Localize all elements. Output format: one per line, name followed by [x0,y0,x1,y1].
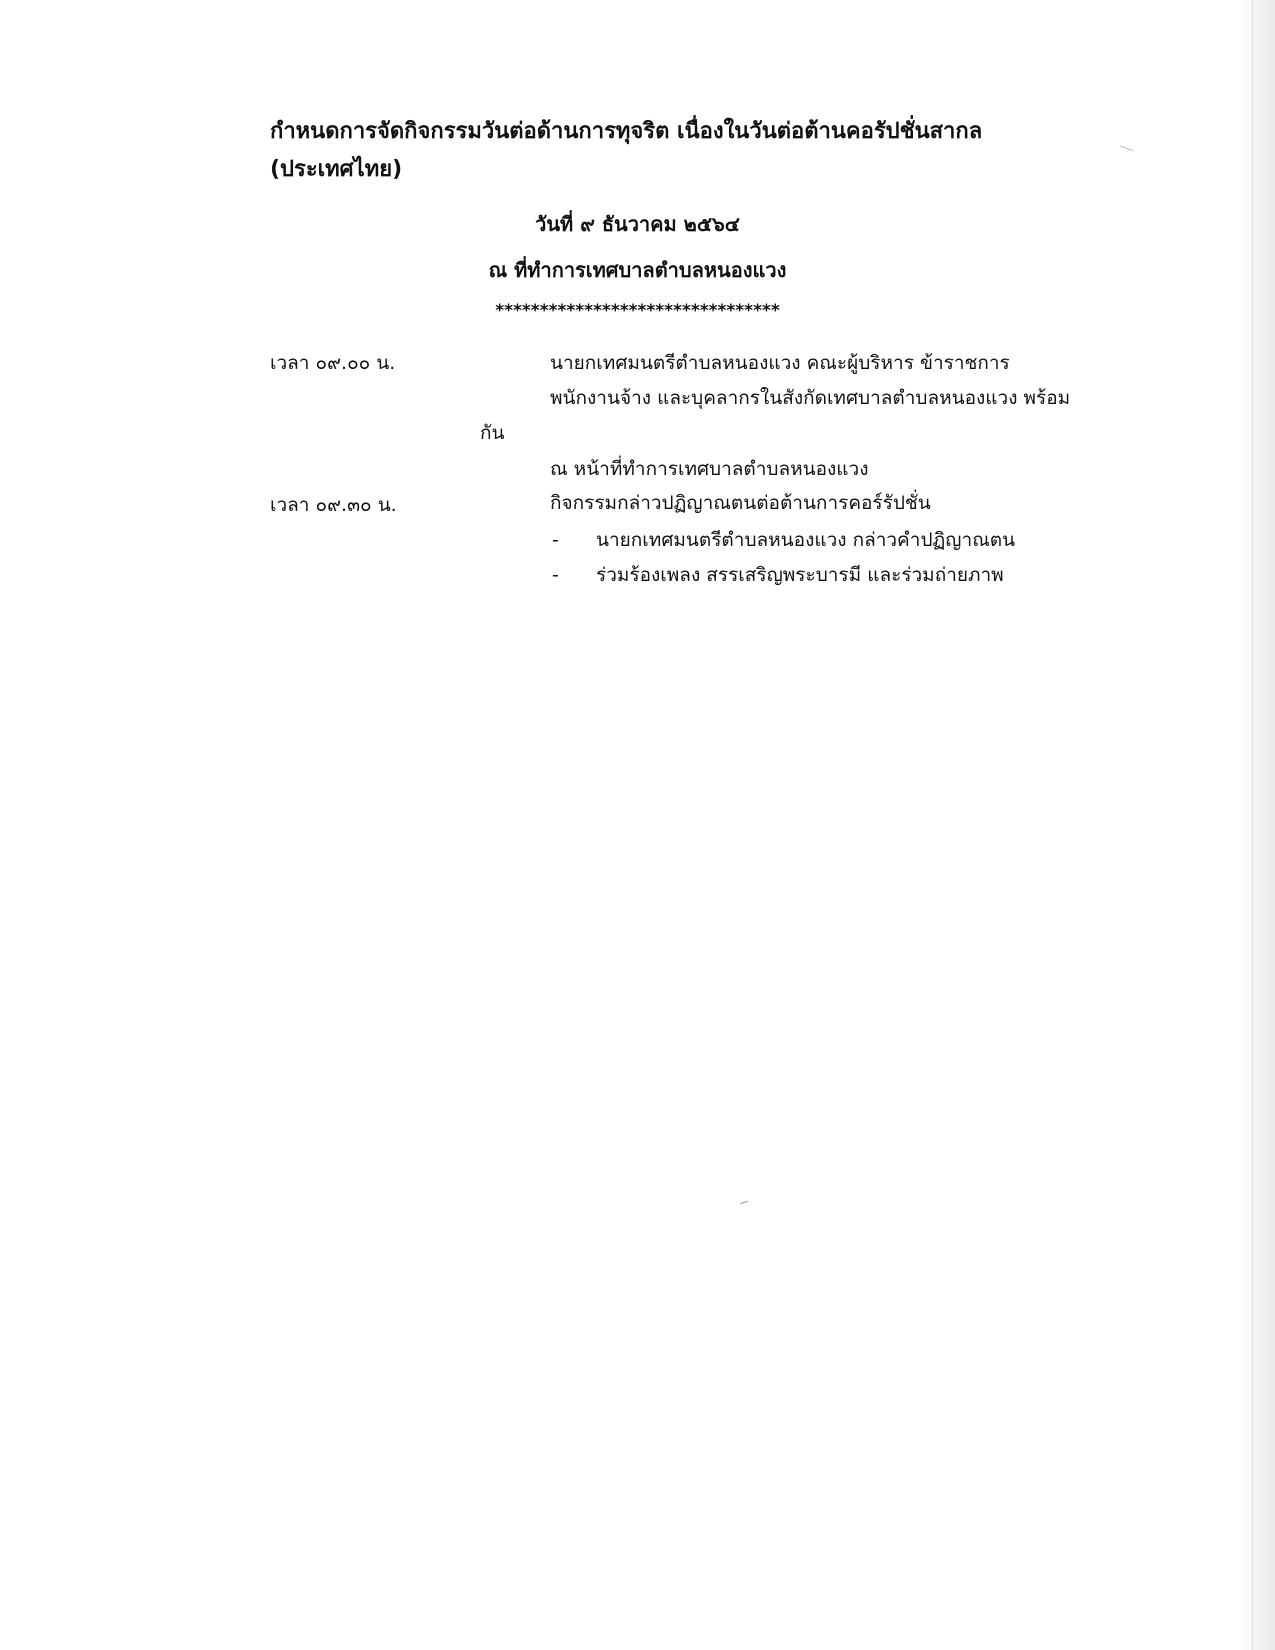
schedule-1-line3: กัน [480,422,505,444]
event-date: วันที่ ๙ ธันวาคม ๒๕๖๔ [535,212,740,236]
schedule-2-line1: กิจกรรมกล่าวปฏิญาณตนต่อต้านการคอร์รัปชั่น [550,492,931,514]
separator-stars: ******************************** [495,301,780,321]
scan-speck [1120,146,1133,152]
scan-speck [740,1201,748,1204]
schedule-time-2: เวลา ๐๙.๓๐ น. [270,494,397,516]
schedule-1-line4: ณ หน้าที่ทำการเทศบาลตำบลหนองแวง [550,458,869,480]
bullet-text-1: นายกเทศมนตรีตำบลหนองแวง กล่าวคำปฏิญาณตน [596,529,1016,551]
document-title-line2: (ประเทศไทย) [270,157,403,182]
event-venue: ณ ที่ทำการเทศบาลตำบลหนองแวง [488,258,787,282]
schedule-time-1: เวลา ๐๙.๐๐ น. [270,352,396,374]
schedule-1-line2: พนักงานจ้าง และบุคลากรในสังกัดเทศบาลตำบลหนองแวง พร้อม [550,387,1071,409]
document-title-line1: กำหนดการจัดกิจกรรมวันต่อด้านการทุจริต เนื่องในวันต่อต้านคอรัปชั่นสากล [270,119,983,144]
scanned-page-edge [1239,0,1275,1650]
bullet-dash-1: - [552,529,559,551]
schedule-1-line1: นายกเทศมนตรีตำบลหนองแวง คณะผู้บริหาร ข้าราชการ [550,352,1010,374]
page-edge-line [1252,0,1253,1650]
bullet-dash-2: - [552,564,559,586]
bullet-text-2: ร่วมร้องเพลง สรรเสริญพระบารมี และร่วมถ่ายภาพ [596,564,1004,586]
